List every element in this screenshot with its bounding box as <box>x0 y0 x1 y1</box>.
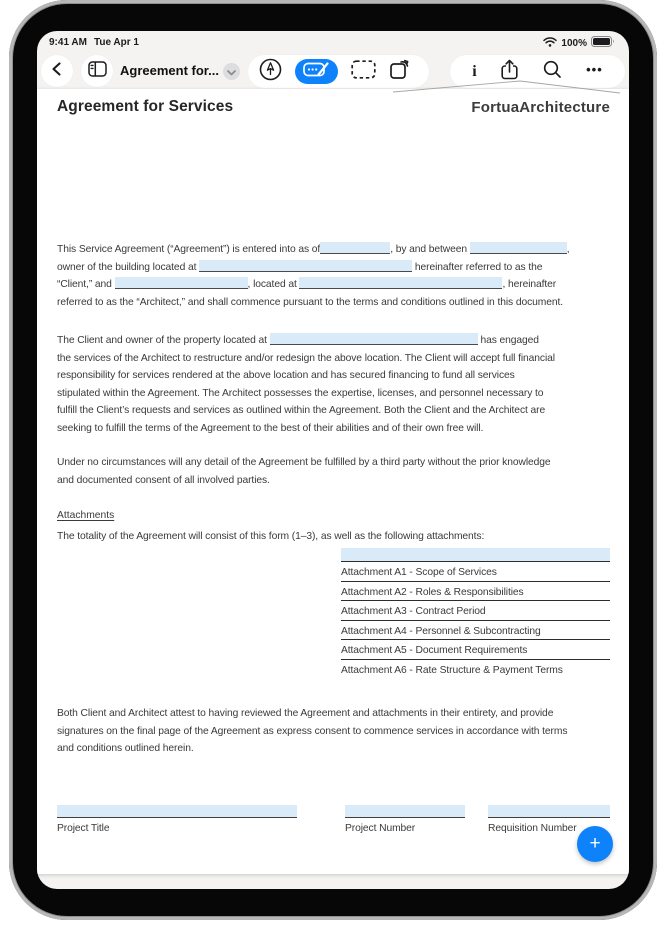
form-blank-field[interactable] <box>199 260 412 272</box>
company-logo: FortuaArchitecture <box>471 99 610 116</box>
title-dropdown-button[interactable] <box>223 63 240 80</box>
autofill-form-pen-icon <box>303 61 330 83</box>
form-blank-field[interactable] <box>57 805 297 818</box>
attachment-row: Attachment A3 - Contract Period <box>341 601 610 621</box>
doc-text: , located at <box>247 279 300 291</box>
paragraph-intro <box>57 241 570 311</box>
form-blank-field[interactable] <box>345 805 465 818</box>
autofill-form-tool-button-active[interactable] <box>295 59 338 84</box>
attachment-row: Attachment A2 - Roles & Responsibilities <box>341 582 610 602</box>
ipad-device <box>9 0 657 920</box>
info-button[interactable] <box>472 64 476 80</box>
form-blank-field[interactable] <box>470 242 567 254</box>
doc-text: owner of the building located at <box>57 261 200 273</box>
paragraph-engagement <box>57 332 555 438</box>
doc-text: hereinafter referred to as the <box>412 261 543 273</box>
doc-text-line <box>57 402 555 420</box>
attachment-row: Attachment A4 - Personnel & Subcontracting <box>341 621 610 641</box>
doc-text: Under no circumstances will any detail of the Agreement be fulfilled by a third party without the prior knowledge <box>57 457 551 468</box>
form-field-label: Project Title <box>57 823 110 834</box>
doc-text: has engaged <box>477 335 539 346</box>
back-button[interactable] <box>41 55 73 87</box>
doc-text: , by and between <box>390 244 470 255</box>
battery-percent: 100% <box>561 37 587 49</box>
back-chevron-icon <box>51 62 63 81</box>
doc-text: and conditions outlined herein. <box>57 743 194 755</box>
form-blank-field[interactable] <box>320 242 390 254</box>
screen <box>37 31 629 889</box>
plus-icon: + <box>589 833 601 854</box>
signature-fields <box>37 805 629 855</box>
doc-text-line <box>57 454 551 472</box>
info-icon: i <box>472 62 477 80</box>
more-ellipsis-icon: ••• <box>586 62 603 77</box>
paragraph-third-party <box>57 454 551 489</box>
form-field-label: Requisition Number <box>488 823 577 834</box>
doc-text-line <box>57 294 570 312</box>
doc-text-line <box>57 723 567 741</box>
attachment-row: Attachment A6 - Rate Structure & Payment Terms <box>341 664 563 676</box>
doc-text: The Client and owner of the property located at <box>57 335 270 346</box>
doc-text: stipulated within the Agreement. The Architect possesses the expertise, licenses, and personnel necessary to <box>57 387 544 399</box>
selection-dashed-rect-button[interactable] <box>351 60 376 84</box>
doc-text: fulfill the Client’s requests and services as outlined within the Agreement. Both the Client and the Architect are <box>57 405 546 417</box>
status-time-date <box>49 37 139 48</box>
paragraph-closing <box>57 705 567 758</box>
chevron-down-icon <box>227 63 236 81</box>
doc-text-line <box>57 259 570 277</box>
doc-text-line <box>57 241 570 259</box>
doc-text-line <box>57 276 570 294</box>
attachment-blank-field[interactable] <box>341 548 610 562</box>
doc-text-line <box>57 740 567 758</box>
attachment-row: Attachment A1 - Scope of Services <box>341 562 610 582</box>
form-blank-field[interactable] <box>299 277 502 289</box>
doc-text: referred to as the “Architect,” and shall commence pursuant to the terms and conditions outlined in this document. <box>57 296 564 308</box>
status-bar <box>37 31 629 54</box>
doc-text: and documented consent of all involved parties. <box>57 474 270 486</box>
doc-text: signatures on the final page of the Agreement as express consent to commence services in accordance with terms <box>57 725 568 737</box>
status-date: Tue Apr 1 <box>93 37 139 48</box>
attachments-intro: The totality of the Agreement will consist of this form (1–3), as well as the following attachments: <box>57 531 485 542</box>
doc-text: the services of the Architect to restructure and/or redesign the above location. The Client will accept full financial <box>57 352 555 364</box>
doc-text-line <box>57 350 555 368</box>
form-field-label: Project Number <box>345 823 416 834</box>
status-time: 9:41 AM <box>49 37 87 48</box>
doc-text-line <box>57 420 555 438</box>
add-fab-button[interactable] <box>577 826 613 862</box>
attachments-table <box>341 548 610 678</box>
wifi-icon <box>543 37 557 50</box>
pdf-page <box>37 89 629 874</box>
doc-text: , hereinafter <box>502 279 557 291</box>
more-button[interactable] <box>586 63 603 76</box>
doc-text-line <box>57 472 551 490</box>
form-blank-field[interactable] <box>488 805 610 818</box>
doc-text: “Client,” and <box>57 279 115 291</box>
form-blank-field[interactable] <box>270 333 478 345</box>
document-title-menu[interactable]: Agreement for... <box>120 63 219 78</box>
doc-text-line <box>57 705 567 723</box>
markup-pen-circle-button[interactable] <box>259 58 282 86</box>
doc-text: seeking to fulfill the terms of the Agreement to the best of their abilities and of their own free will. <box>57 422 484 434</box>
logo-roof-line <box>387 79 627 96</box>
doc-text: , <box>566 244 570 255</box>
form-blank-field[interactable] <box>115 277 248 289</box>
form-field <box>345 805 465 834</box>
doc-text-line <box>57 385 555 403</box>
attachments-heading: Attachments <box>57 510 115 521</box>
doc-text: This Service Agreement (“Agreement”) is entered into as of <box>57 244 321 255</box>
sidebar-icon <box>88 61 107 82</box>
attachment-row: Attachment A5 - Document Requirements <box>341 640 610 660</box>
page-title: Agreement for Services <box>57 98 234 115</box>
form-field <box>57 805 297 834</box>
doc-text: Both Client and Architect attest to having reviewed the Agreement and attachments in their entirety, and provide <box>57 708 554 719</box>
sidebar-toggle-button[interactable] <box>81 55 113 87</box>
doc-text-line <box>57 332 555 350</box>
doc-text: responsibility for services rendered at the above location and has secured financing to fund all services <box>57 370 515 382</box>
doc-text-line <box>57 367 555 385</box>
battery-icon <box>591 36 615 50</box>
